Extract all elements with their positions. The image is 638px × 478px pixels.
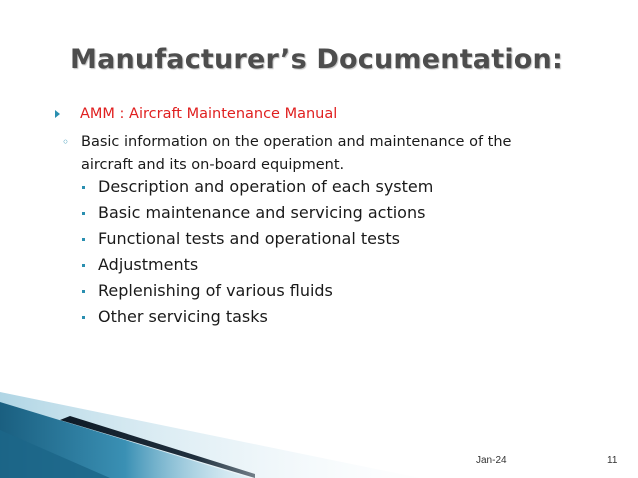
circle-bullet-icon: ◦ bbox=[62, 135, 70, 149]
page-number: 11 bbox=[607, 455, 618, 466]
list-item-text: Functional tests and operational tests bbox=[98, 229, 400, 248]
bullet-level2-text: Basic information on the operation and maintenance of the aircraft and its on-board equipment. bbox=[81, 134, 512, 173]
list-item-text: Description and operation of each system bbox=[98, 177, 434, 196]
bullet-level1-text: AMM : Aircraft Maintenance Manual bbox=[80, 106, 338, 122]
footer-date: Jan-24 bbox=[476, 455, 507, 466]
list-item-text: Adjustments bbox=[98, 255, 199, 274]
list-item-text: Other servicing tasks bbox=[98, 307, 268, 326]
slide-title: Manufacturer’s Documentation: bbox=[70, 44, 563, 75]
list-item-text: Basic maintenance and servicing actions bbox=[98, 203, 426, 222]
list-item-text: Replenishing of various fluids bbox=[98, 281, 333, 300]
